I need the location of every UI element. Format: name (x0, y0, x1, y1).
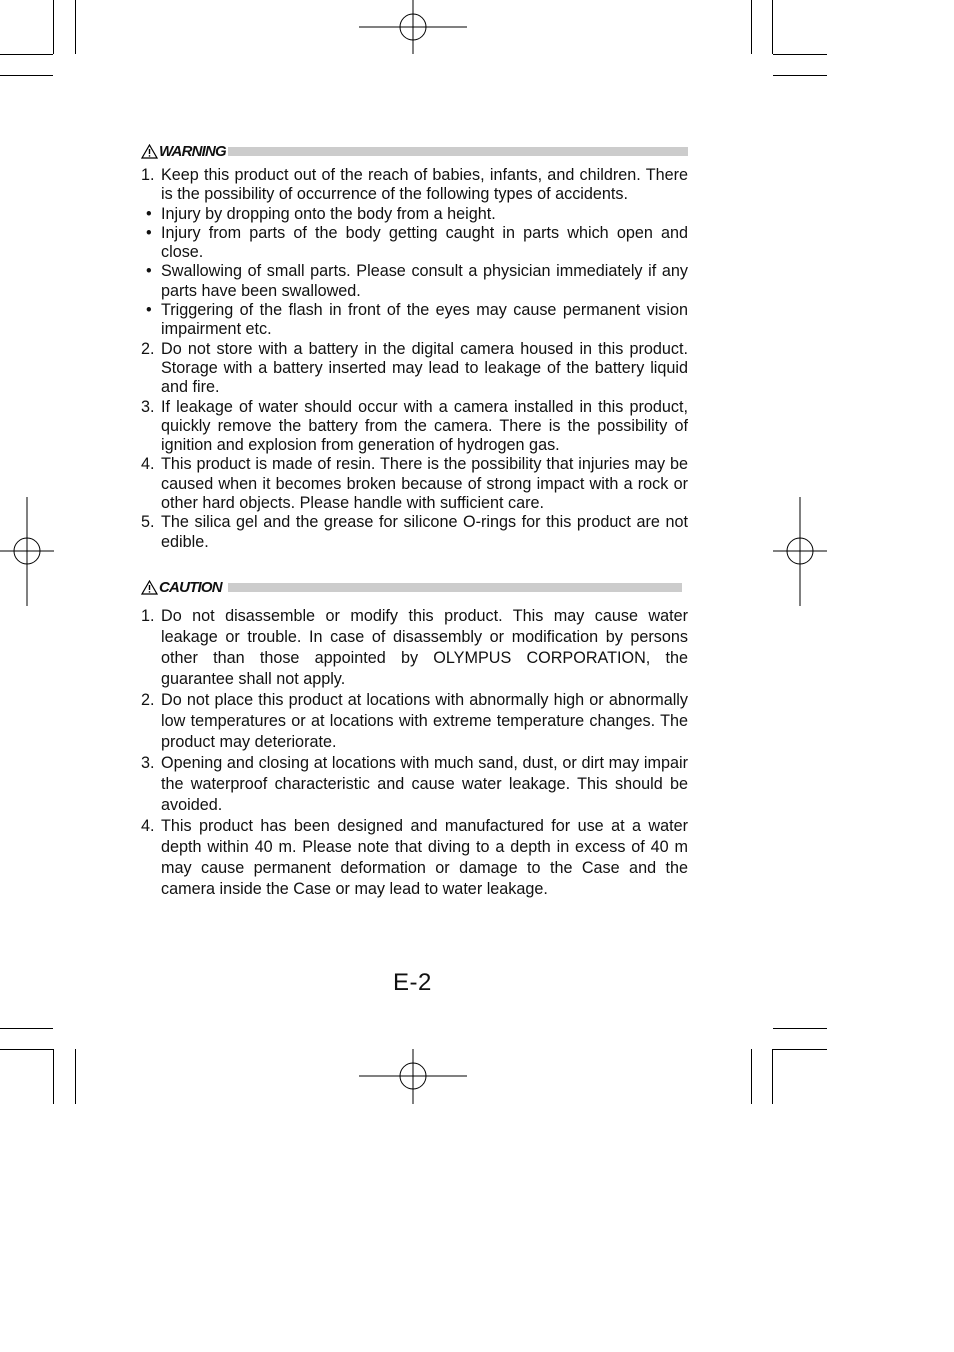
section-spacer (141, 552, 688, 576)
item-number: 2. (141, 690, 155, 709)
item-number: 1. (141, 606, 155, 625)
list-item (141, 753, 688, 816)
caution-title: CAUTION (159, 578, 222, 596)
item-text: The silica gel and the grease for silicone O-rings for this product are not edible. (161, 513, 688, 551)
safety-content (141, 140, 688, 900)
warning-list (141, 166, 688, 552)
item-number: 4. (141, 455, 155, 474)
bullet-text: Injury from parts of the body getting caught in parts which open and close. (161, 223, 688, 262)
bullet-text: Injury by dropping onto the body from a height. (161, 204, 496, 223)
item-text: This product has been designed and manufactured for use at a water depth within 40 m. Please note that diving to a depth in excess of 40 m may cause permanent deformation or damage to the Case and the camera inside the Case or may lead to water leakage. (161, 816, 688, 898)
item-text: Do not store with a battery in the digital camera housed in this product. Storage with a battery inserted may lead to leakage of the battery liquid and fire. (161, 339, 688, 397)
item-number: 4. (141, 816, 155, 835)
list-item (141, 690, 688, 753)
item-number: 3. (141, 753, 155, 772)
item-text: This product is made of resin. There is the possibility that injuries may be caused when it becomes broken because of strong impact with a rock or other hard objects. Please handle with sufficient care. (161, 455, 688, 513)
warning-header (141, 140, 688, 166)
bullet-icon: • (146, 301, 152, 320)
caution-header (141, 576, 688, 602)
list-item (141, 513, 688, 552)
item-text: If leakage of water should occur with a camera installed in this product, quickly remove the battery from the camera. There is the possibility of ignition and explosion from generation of hydrogen gas. (161, 397, 688, 455)
bullet-icon: • (146, 204, 152, 223)
item-text: Keep this product out of the reach of babies, infants, and children. There is the possibility of occurrence of the following types of accidents. (161, 166, 688, 204)
list-item (141, 455, 688, 513)
warning-header-bar (228, 147, 688, 156)
item-number: 1. (141, 166, 155, 184)
item-number: 5. (141, 513, 155, 532)
caution-triangle-icon (141, 580, 158, 595)
bullet-item (141, 262, 688, 301)
list-item (141, 398, 688, 456)
list-item (141, 816, 688, 900)
caution-header-bar (228, 583, 682, 592)
warning-title: WARNING (159, 143, 226, 160)
item-text: Do not disassemble or modify this product. This may cause water leakage or trouble. In case of disassembly or modification by persons other than those appointed by OLYMPUS CORPORATION, the guarantee shall not apply. (161, 606, 688, 688)
list-item (141, 340, 688, 398)
list-item (141, 606, 688, 690)
item-text: Opening and closing at locations with much sand, dust, or dirt may impair the waterproof characteristic and cause water leakage. This should be avoided. (161, 753, 688, 814)
bullet-text: Triggering of the flash in front of the eyes may cause permanent vision impairment etc. (161, 301, 688, 339)
bullet-icon: • (146, 223, 152, 242)
item-number: 3. (141, 397, 155, 416)
bullet-icon: • (146, 262, 152, 281)
page-number: E-2 (393, 969, 432, 996)
caution-list (141, 606, 688, 900)
bullet-item (141, 301, 688, 340)
warning-triangle-icon (141, 144, 158, 159)
bullet-text: Swallowing of small parts. Please consult a physician immediately if any parts have been swallowed. (161, 262, 688, 300)
list-item (141, 166, 688, 205)
item-number: 2. (141, 339, 155, 358)
bullet-item (141, 205, 688, 224)
item-text: Do not place this product at locations with abnormally high or abnormally low temperatures or at locations with extreme temperature changes. The product may deteriorate. (161, 690, 688, 751)
bullet-item (141, 224, 688, 263)
